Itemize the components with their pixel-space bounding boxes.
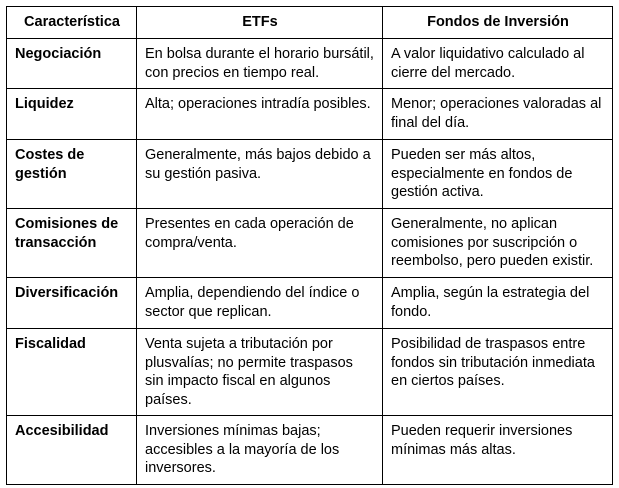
- table-row: [7, 140, 613, 209]
- row-funds: Menor; operaciones valoradas al final del día.: [383, 89, 613, 140]
- table-row: [7, 278, 613, 329]
- row-funds: A valor liquidativo calculado al cierre del mercado.: [383, 39, 613, 89]
- row-etfs: Venta sujeta a tributación por plusvalías; no permite traspasos sin impacto fiscal en algunos países.: [137, 329, 383, 416]
- header-etfs: ETFs: [137, 7, 383, 39]
- row-funds: Pueden requerir inversiones mínimas más altas.: [383, 416, 613, 485]
- row-funds: Amplia, según la estrategia del fondo.: [383, 278, 613, 329]
- row-etfs: En bolsa durante el horario bursátil, con precios en tiempo real.: [137, 39, 383, 89]
- row-etfs: Amplia, dependiendo del índice o sector que replican.: [137, 278, 383, 329]
- row-feature: Negociación: [7, 39, 137, 89]
- row-etfs: Alta; operaciones intradía posibles.: [137, 89, 383, 140]
- row-feature: Comisiones de transacción: [7, 209, 137, 278]
- comparison-table: [6, 6, 613, 485]
- table-row: [7, 329, 613, 416]
- table-row: [7, 209, 613, 278]
- row-funds: Posibilidad de traspasos entre fondos sin tributación inmediata en ciertos países.: [383, 329, 613, 416]
- row-etfs: Inversiones mínimas bajas; accesibles a la mayoría de los inversores.: [137, 416, 383, 485]
- row-feature: Liquidez: [7, 89, 137, 140]
- table-row: [7, 39, 613, 89]
- header-feature: Característica: [7, 7, 137, 39]
- row-funds: Generalmente, no aplican comisiones por suscripción o reembolso, pero pueden existir.: [383, 209, 613, 278]
- row-funds: Pueden ser más altos, especialmente en fondos de gestión activa.: [383, 140, 613, 209]
- table-row: [7, 89, 613, 140]
- row-etfs: Generalmente, más bajos debido a su gestión pasiva.: [137, 140, 383, 209]
- table-header-row: [7, 7, 613, 39]
- table-row: [7, 416, 613, 485]
- row-feature: Accesibilidad: [7, 416, 137, 485]
- row-feature: Diversificación: [7, 278, 137, 329]
- row-etfs: Presentes en cada operación de compra/venta.: [137, 209, 383, 278]
- header-funds: Fondos de Inversión: [383, 7, 613, 39]
- row-feature: Fiscalidad: [7, 329, 137, 416]
- row-feature: Costes de gestión: [7, 140, 137, 209]
